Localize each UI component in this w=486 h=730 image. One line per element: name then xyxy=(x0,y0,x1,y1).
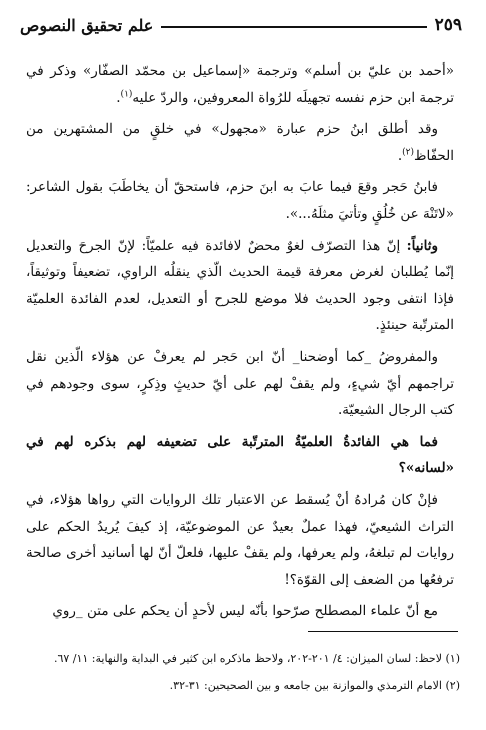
paragraph-text: وقد أطلق ابنُ حزم عبارة «مجهول» في خلقٍ من المشتهرين من الحفّاظ xyxy=(26,121,454,164)
footnote-ref-1: (١) xyxy=(120,89,133,100)
page-header xyxy=(20,12,462,38)
paragraph-question: فما هي الفائدةُ العلميّةُ المترتّبة على تضعيفه لهم بذكره لهم في «لسانه»؟ xyxy=(26,433,454,477)
paragraph-5 xyxy=(26,344,454,424)
footnote-ref-2: (٢) xyxy=(402,147,414,158)
footnotes xyxy=(22,645,460,699)
paragraph-text: فابنُ حَجر وقعَ فيما عابَ به ابنَ حزم، فاستحقّ أن يخاطَبَ بقول الشاعر: «لاتَنْهَ عن خُلُقٍ وتأتيَ مثلَهُ...». xyxy=(26,179,454,222)
paragraph-3 xyxy=(26,174,454,227)
paragraph-7 xyxy=(26,487,454,593)
main-text xyxy=(26,58,454,630)
page-number: ٢٥٩ xyxy=(434,15,462,35)
footnote-2: (٢) الامام الترمذي والموازنة بين جامعه و بين الصحيحين: ٣١-٣٢. xyxy=(169,679,460,692)
paragraph-text: إنّ هذا التصرّف لغوٌ محضٌ لافائدة فيه علميّاً: لإنّ الجرحَ والتعديل إنّما يُطلبان لغرض معرفة قيمة الحديث الّذي ينقلُه الراوي، تضعيفاً وتوثيقاً، فإذا انتفى وجود الحديث فلا موضع للجرح أو التعديل، لعدم الفائدة العلميّة المترتّبة حينئذٍ. xyxy=(26,237,454,334)
paragraph-1: «أحمد بن عليّ بن أسلم» وترجمة «إسماعيل بن محمّد الصفّار» وذكر في ترجمة ابن حزم نفسه تجهيلَه للرُواة المعروفين، والردّ عليه$^{(١)}$. xyxy=(26,63,454,106)
paragraph-2: وقد أطلق ابنُ حزم عبارة «مجهول» في خلقٍ من المشتهرين من الحفّاظ$^{(٢)}$. xyxy=(26,121,454,164)
paragraph-6 xyxy=(26,429,454,482)
paragraph-text: والمفروضُ _كما أوضحنا_ أنّ ابن حَجر لم يعرفْ عن هؤلاء الّذين نقل تراجمهم أيّ شيءٍ، ولم يقفْ لهم على أيّ حديثٍ وذِكرٍ، سوى وجودهم في كتب الرجال الشيعيّة. xyxy=(26,348,454,419)
footnote-separator xyxy=(308,631,458,632)
header-rule xyxy=(161,26,426,28)
paragraph-lead: وثانياً: xyxy=(406,237,438,254)
running-title: علم تحقيق النصوص xyxy=(20,15,154,35)
paragraph-4 xyxy=(26,233,454,339)
paragraph-text: «أحمد بن عليّ بن أسلم» وترجمة «إسماعيل بن محمّد الصفّار» وذكر في ترجمة ابن حزم نفسه تجهيلَه للرُواة المعروفين، والردّ عليه xyxy=(26,63,454,106)
paragraph-8 xyxy=(26,598,454,625)
footnote-1: (١) لاحظ: لسان الميزان: ٤/ ٢٠١-٢٠٢، ولاحظ ماذكره ابن كثير في البداية والنهاية: ١١/ ٦٧. xyxy=(53,652,460,665)
paragraph-text: مع أنّ علماء المصطلح صرّحوا بأنّه ليس لأحدٍ أن يحكم على متن _روي xyxy=(52,603,438,620)
paragraph-text: فإنْ كان مُرادهُ أنْ يُسقط عن الاعتبار تلك الروايات التي رواها هؤلاء، في التراث الشيعيّ، فهذا عملٌ بعيدٌ عن الموضوعيّة، إذ كيفَ يُريدُ الحكم على روايات لم تبلغهُ، ولم يعرفها، ولم يقفْ عليها، فلعلّ أنّ لها أسانيد أخرى صالحة ترفعُها من الضعف إلى القوّة؟! xyxy=(26,491,454,588)
